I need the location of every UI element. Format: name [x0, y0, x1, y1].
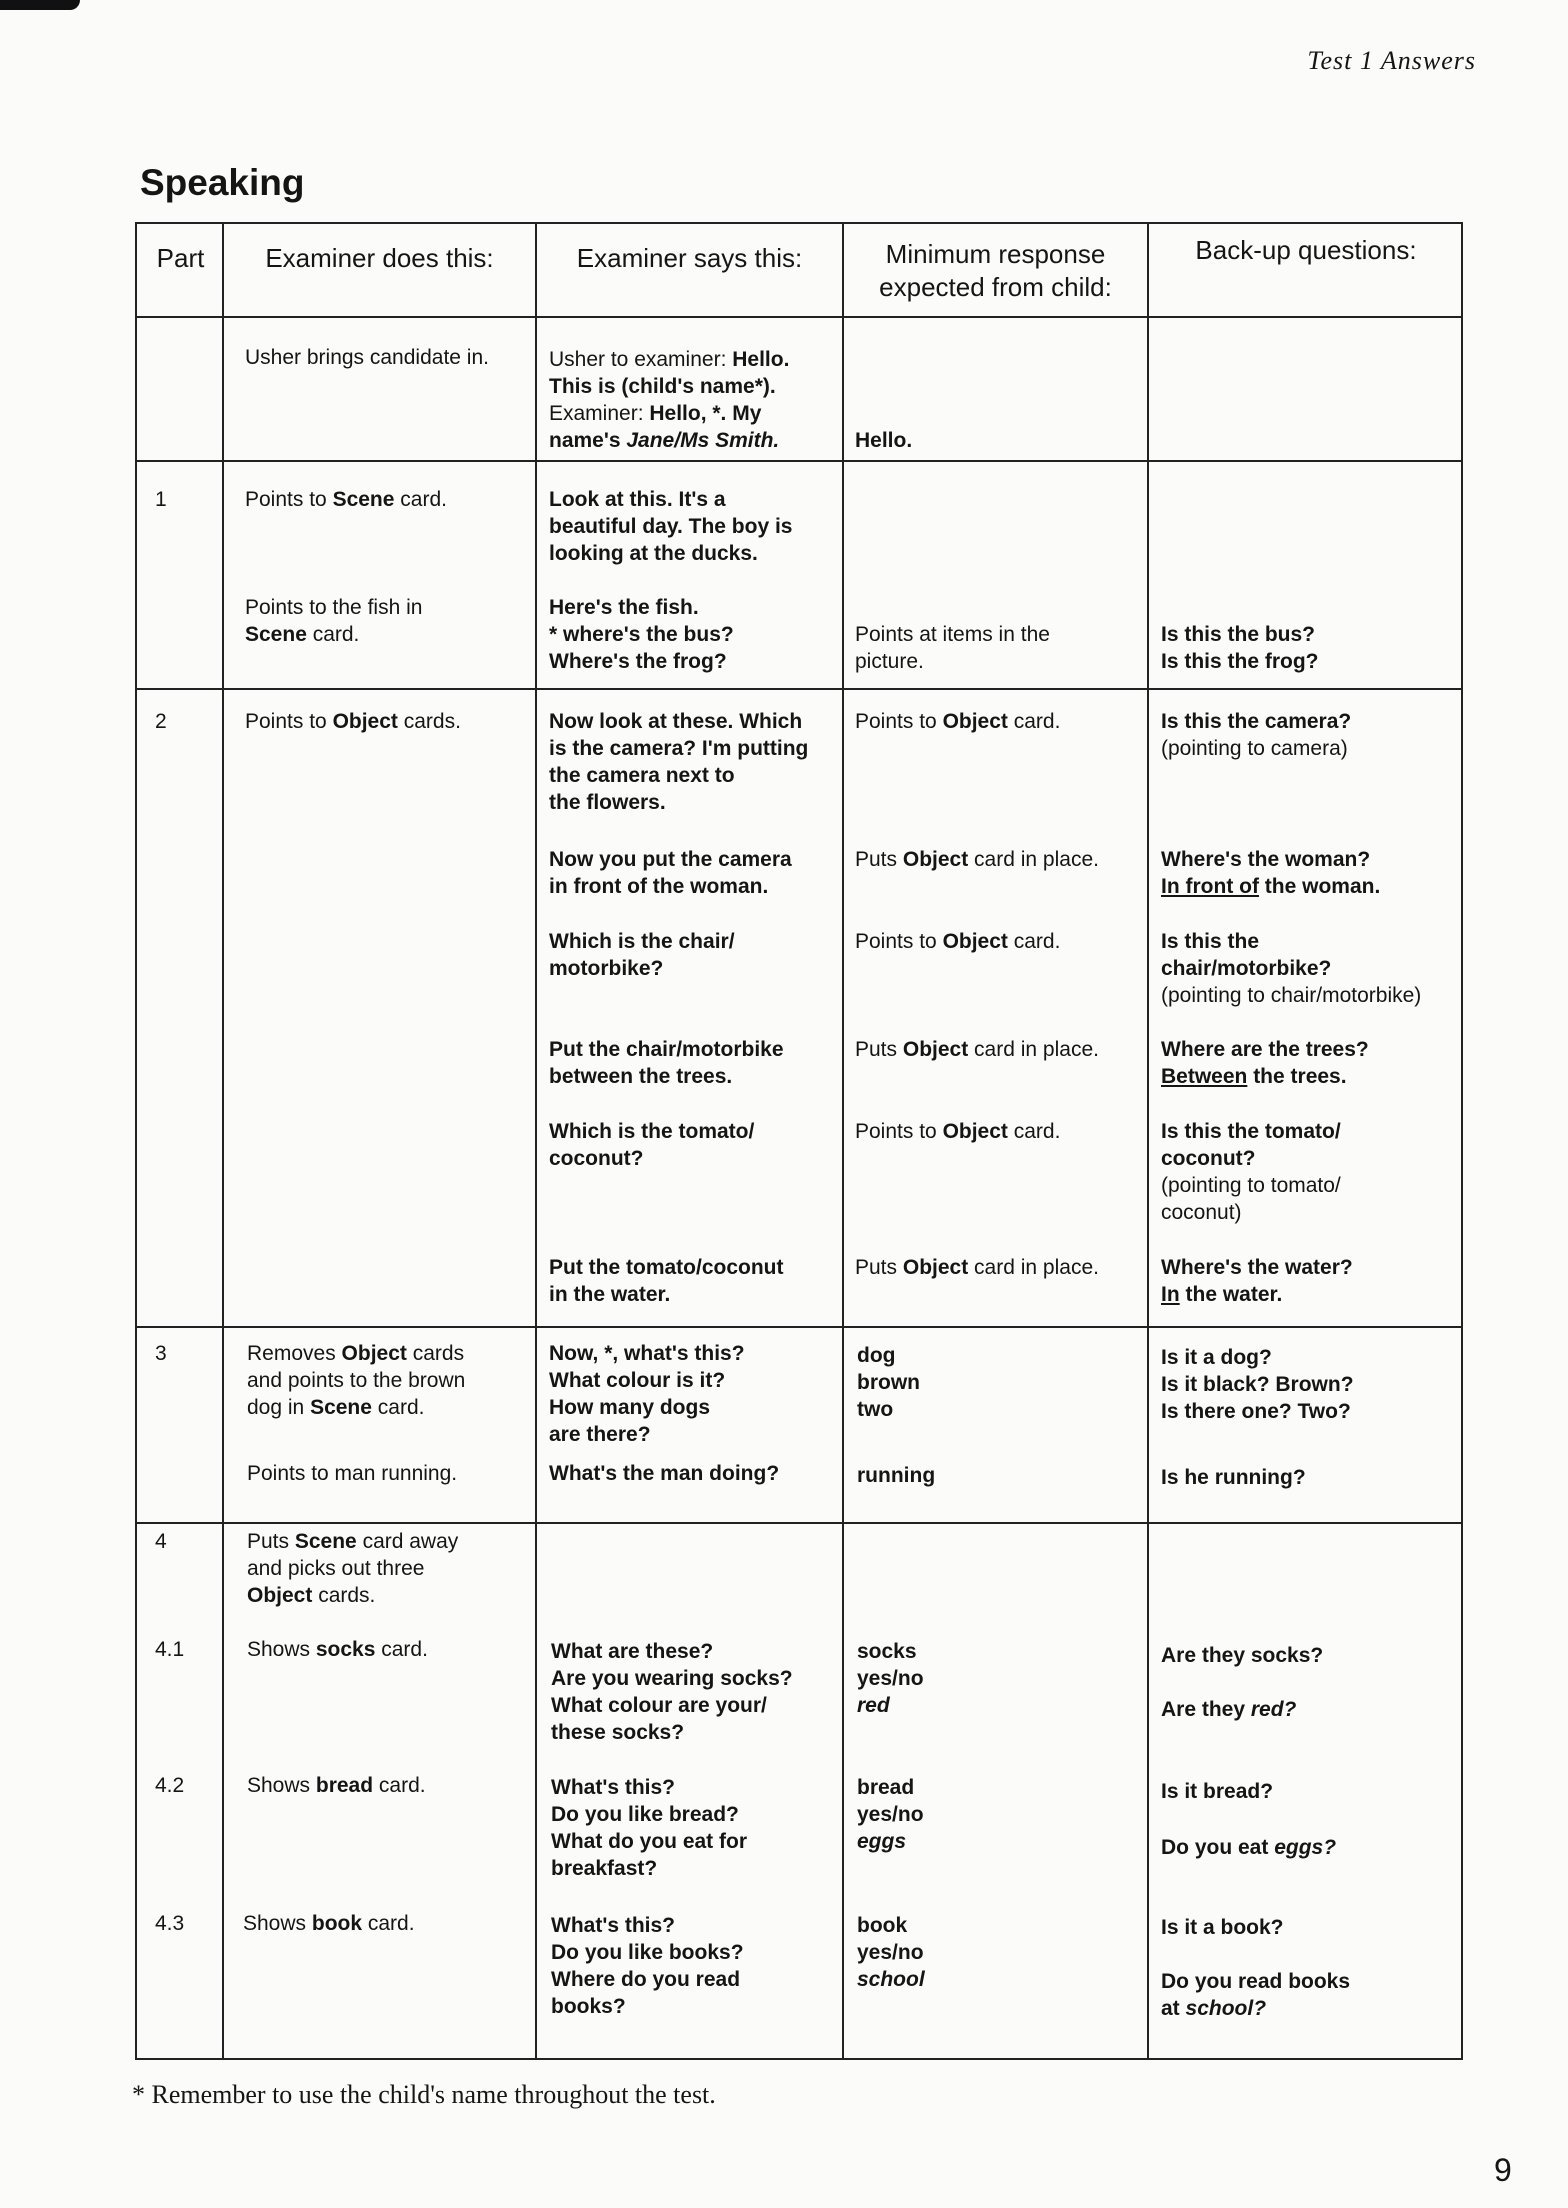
p2-backup-2: Where's the woman? In front of the woman.	[1161, 848, 1381, 898]
corner-mark	[0, 0, 80, 10]
p3-backup-3: Is he running?	[1161, 1466, 1306, 1489]
intro-response: Hello.	[855, 429, 913, 452]
part-1-label: 1	[155, 488, 167, 511]
p3-says-1: Now, *, what's this? What colour is it? How many dogs are there?	[549, 1342, 745, 1446]
intro-does: Usher brings candidate in.	[245, 346, 489, 369]
p4-1-response: socks yes/no red	[857, 1640, 924, 1717]
footnote: * Remember to use the child's name throughout the test.	[132, 2080, 716, 2109]
p3-response-2: two	[857, 1398, 894, 1421]
p4-3-backup-1: Is it a book?	[1161, 1916, 1284, 1939]
p2-response-2: Puts Object card in place.	[855, 848, 1099, 871]
part-4-3-label: 4.3	[155, 1912, 185, 1935]
p3-response-3: running	[857, 1464, 936, 1487]
p2-says-2: Now you put the camera in front of the woman.	[549, 848, 792, 898]
header-divider	[137, 316, 1461, 318]
p3-says-2: What's the man doing?	[549, 1462, 780, 1485]
p4-2-says: What's this? Do you like bread? What do you eat for breakfast?	[551, 1776, 747, 1880]
p2-backup-1: Is this the camera? (pointing to camera)	[1161, 710, 1352, 760]
p2-says-4: Put the chair/motorbike between the trees.	[549, 1038, 784, 1088]
column-divider	[842, 224, 844, 2058]
p1-does-2: Points to the fish in Scene card.	[245, 596, 423, 646]
p3-does-2: Points to man running.	[247, 1462, 458, 1485]
header-examiner-says: Examiner says this:	[576, 243, 803, 273]
speaking-table	[135, 222, 1463, 2060]
p2-response-3: Points to Object card.	[855, 930, 1061, 953]
row-divider	[137, 1326, 1461, 1328]
p4-2-response: bread yes/no eggs	[857, 1776, 924, 1853]
running-head: Test 1 Answers	[1307, 46, 1476, 75]
p2-backup-6: Where's the water? In the water.	[1161, 1256, 1353, 1306]
p4-2-backup-2: Do you eat eggs?	[1161, 1836, 1337, 1859]
p3-backup-1: Is it a dog? Is it black? Brown?	[1161, 1346, 1354, 1396]
section-title: Speaking	[140, 162, 305, 203]
p2-says-1: Now look at these. Which is the camera? I'm putting the camera next to the flowers.	[549, 710, 809, 814]
p1-backup: Is this the bus? Is this the frog?	[1161, 623, 1319, 673]
p2-backup-5: Is this the tomato/ coconut? (pointing to tomato/ coconut)	[1161, 1120, 1341, 1224]
p4-1-backup-2: Are they red?	[1161, 1698, 1297, 1721]
p4-2-does: Shows bread card.	[247, 1774, 426, 1797]
p4-does: Puts Scene card away and picks out three Object cards.	[247, 1530, 459, 1607]
p2-response-4: Puts Object card in place.	[855, 1038, 1099, 1061]
p4-3-says: What's this? Do you like books? Where do you read books?	[551, 1914, 744, 2018]
p4-1-backup-1: Are they socks?	[1161, 1644, 1324, 1667]
p2-response-5: Points to Object card.	[855, 1120, 1061, 1143]
p1-says-1: Look at this. It's a beautiful day. The boy is looking at the ducks.	[549, 488, 793, 565]
part-4-2-label: 4.2	[155, 1774, 185, 1797]
part-4-1-label: 4.1	[155, 1638, 185, 1661]
p4-3-does: Shows book card.	[243, 1912, 415, 1935]
p2-says-6: Put the tomato/coconut in the water.	[549, 1256, 784, 1306]
row-divider	[137, 460, 1461, 462]
part-4-label: 4	[155, 1530, 167, 1553]
intro-says: Usher to examiner: Hello. This is (child's name*). Examiner: Hello, *. My name's Jane/Ms Smith.	[549, 348, 790, 452]
p1-says-2: Here's the fish. * where's the bus? Where's the frog?	[549, 596, 734, 673]
p2-says-3: Which is the chair/ motorbike?	[549, 930, 735, 980]
p3-does-1: Removes Object cards and points to the brown dog in Scene card.	[247, 1342, 466, 1419]
column-divider	[535, 224, 537, 2058]
header-min-response: Minimum response expected from child:	[879, 239, 1112, 302]
page-number: 9	[1494, 2152, 1512, 2188]
p1-response: Points at items in the picture.	[855, 623, 1050, 673]
p3-response-1: dog brown	[857, 1344, 920, 1394]
p2-backup-3: Is this the chair/motorbike? (pointing to chair/motorbike)	[1161, 930, 1422, 1007]
p1-does-1: Points to Scene card.	[245, 488, 447, 511]
p4-1-does: Shows socks card.	[247, 1638, 428, 1661]
p4-3-backup-2: Do you read books at school?	[1161, 1970, 1351, 2020]
p3-backup-2: Is there one? Two?	[1161, 1400, 1351, 1423]
header-part: Part	[156, 243, 205, 273]
part-2-label: 2	[155, 710, 167, 733]
p2-says-5: Which is the tomato/ coconut?	[549, 1120, 755, 1170]
column-divider	[1147, 224, 1149, 2058]
column-divider	[222, 224, 224, 2058]
header-examiner-does: Examiner does this:	[265, 243, 494, 273]
p2-response-1: Points to Object card.	[855, 710, 1061, 733]
p2-backup-4: Where are the trees? Between the trees.	[1161, 1038, 1369, 1088]
p4-3-response: book yes/no school	[857, 1914, 925, 1991]
row-divider	[137, 1522, 1461, 1524]
part-3-label: 3	[155, 1342, 167, 1365]
p4-1-says: What are these? Are you wearing socks? What colour are your/ these socks?	[551, 1640, 793, 1744]
p4-2-backup-1: Is it bread?	[1161, 1780, 1274, 1803]
header-backup: Back-up questions:	[1195, 235, 1417, 265]
p2-does: Points to Object cards.	[245, 710, 461, 733]
row-divider	[137, 688, 1461, 690]
p2-response-6: Puts Object card in place.	[855, 1256, 1099, 1279]
